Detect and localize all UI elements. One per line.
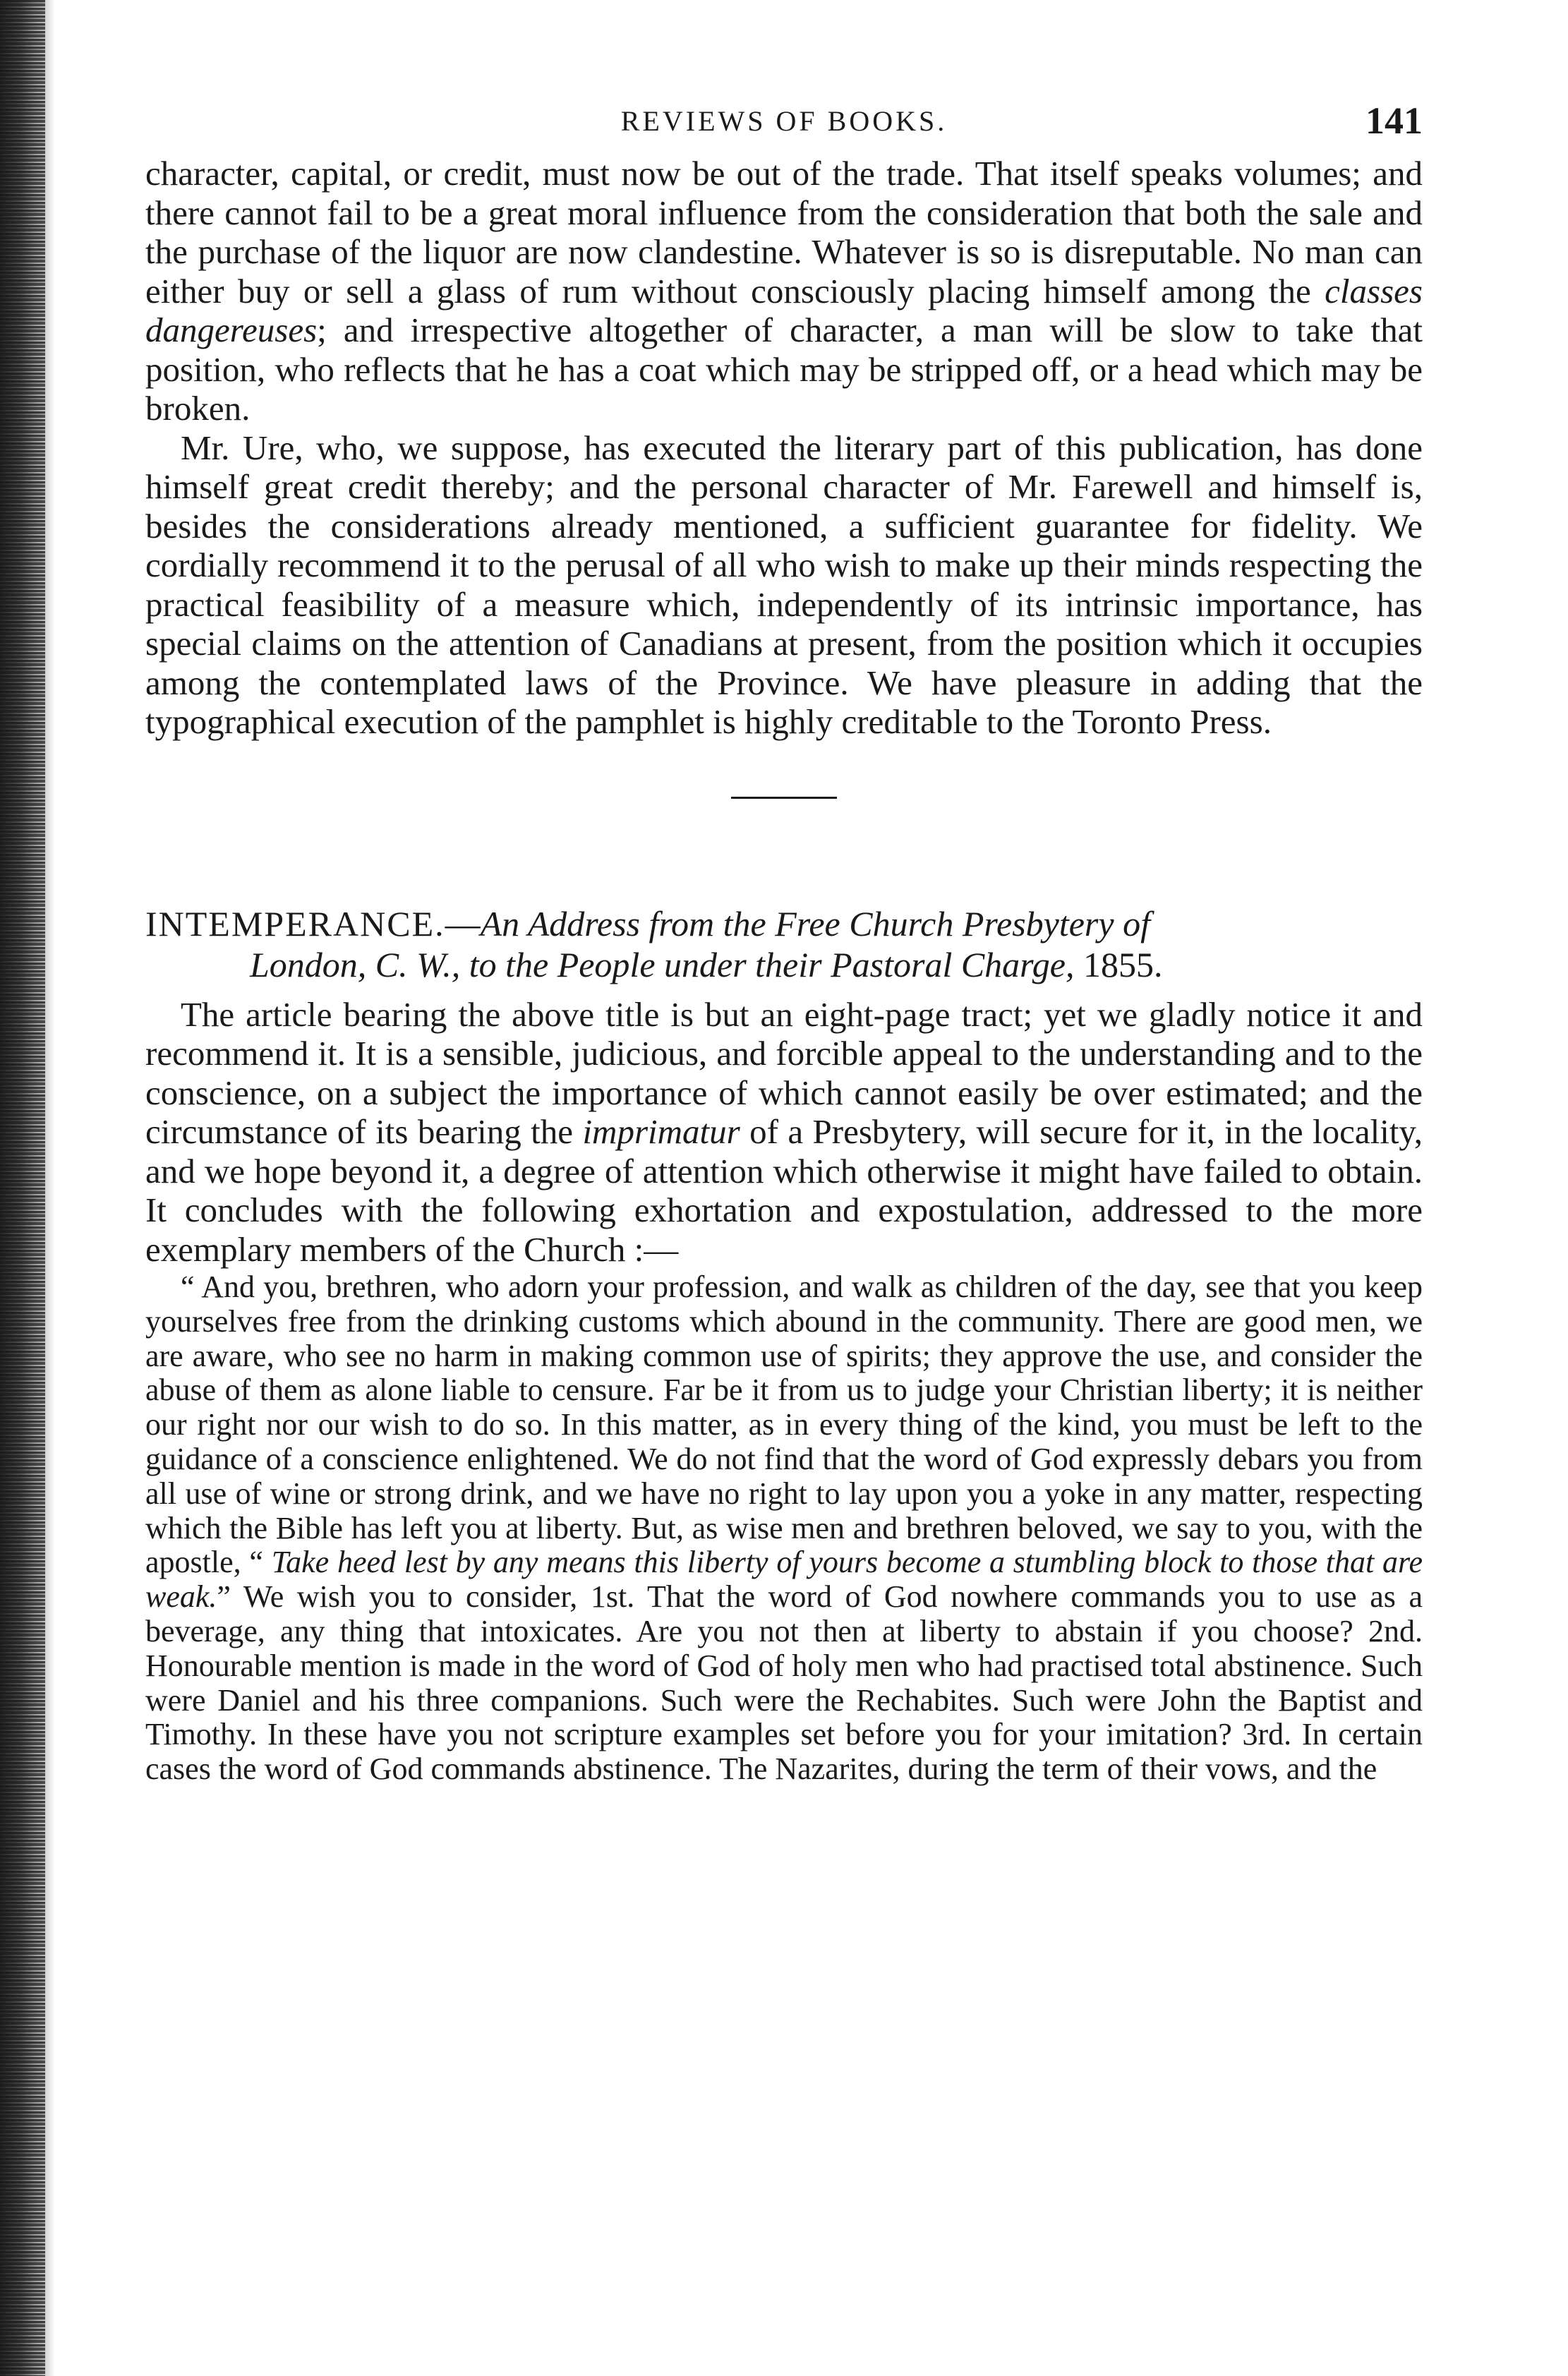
text-run: ; and irrespective altogether of character, a man will be slow to take that position, who reflects that he has a coat which may be stripped off, or a head which may be broken. bbox=[145, 310, 1423, 428]
heading-line-2 bbox=[145, 944, 1423, 985]
heading-title-line-1: An Address from the Free Church Presbytery of bbox=[480, 903, 1150, 943]
italic-phrase: imprimatur bbox=[582, 1112, 740, 1151]
review-heading bbox=[145, 903, 1423, 985]
heading-year: 1855. bbox=[1082, 944, 1163, 984]
text-run: ” We wish you to consider, 1st. That the word of God nowhere commands you to use as a beverage, any thing that intoxicates. Are you not then at liberty to abstain if you choose? 2nd. Honourable mention is made in the word of God of holy men who had practised total abstinence. Such were Daniel and his three companions. Such were the Rechabites. Such were John the Baptist and Timothy. In these have you not scripture examples set before you for your imitation? 3rd. In certain cases the word of God commands abstinence. The Nazarites, during the term of their vows, and the bbox=[145, 1579, 1423, 1787]
book-binding-edge bbox=[0, 0, 45, 2376]
heading-dash: — bbox=[445, 903, 481, 943]
quoted-exhortation bbox=[145, 1270, 1423, 1787]
section-divider bbox=[731, 797, 837, 799]
paragraph: Mr. Ure, who, we suppose, has executed the literary part of this publication, has done himself great credit thereby; and the personal character of Mr. Farewell and himself is, besides the considerations already mentioned, a sufficient guarantee for fidelity. We cordially recommend it to the perusal of all who wish to make up their minds respecting the practical feasibility of a measure which, independently of its intrinsic importance, has special claims on the attention of Canadians at present, from the position which it occupies among the contemplated laws of the Province. We have pleasure in adding that the typographical execution of the pamphlet is highly creditable to the Toronto Press. bbox=[145, 428, 1423, 741]
paragraph bbox=[145, 995, 1423, 1270]
running-title: REVIEWS OF BOOKS. bbox=[620, 105, 948, 137]
text-run: The article bearing the above title is but an eight-page tract; yet we gladly notice it and recommend it. It is a sensible, judicious, and forcible appeal to the understanding and to the conscience, on a subject the importance of which cannot easily be over estimated; and the circumstance of its bearing the bbox=[145, 994, 1423, 1151]
running-head bbox=[145, 99, 1423, 148]
paragraph bbox=[145, 154, 1423, 428]
text-run: “ And you, brethren, who adorn your profession, and walk as children of the day, see that you keep yourselves free from the drinking customs which abound in the community. There are good men, we are aware, who see no harm in making common use of spirits; they approve the use, and consider the abuse of them as alone liable to censure. Far be it from us to judge your Christian liberty; it is neither our right nor our wish to do so. In this matter, as in every thing of the kind, you must be left to the guidance of a conscience enlightened. We do not find that the word of God expressly debars you from all use of wine or strong drink, and we have no right to lay upon you a yoke in any matter, respecting which the Bible has left you at liberty. But, as wise men and brethren beloved, we say to you, with the apostle, “ bbox=[145, 1270, 1423, 1580]
heading-title-line-2: London, C. W., to the People under their Pastoral Charge, bbox=[250, 944, 1075, 984]
italic-phrase: classes dangereuses bbox=[145, 271, 1423, 349]
heading-caps: INTEMPERANCE. bbox=[145, 903, 445, 943]
page-number: 141 bbox=[1365, 99, 1423, 142]
italic-quotation: Take heed lest by any means this liberty of yours become a stumbling block to those that are weak. bbox=[145, 1545, 1423, 1615]
review-body bbox=[145, 995, 1423, 1787]
book-page bbox=[145, 99, 1423, 1787]
text-run: character, capital, or credit, must now be out of the trade. That itself speaks volumes; and there cannot fail to be a great moral influence from the consideration that both the sale and the purchase of the liquor are now clandestine. Whatever is so is disreputable. No man can either buy or sell a glass of rum without consciously placing himself among the bbox=[145, 154, 1423, 310]
review-continuation bbox=[145, 154, 1423, 742]
text-run: of a Presbytery, will secure for it, in the locality, and we hope beyond it, a degree of attention which otherwise it might have failed to obtain. It concludes with the following exhortation and expostulation, addressed to the more exemplary members of the Church :— bbox=[145, 1112, 1423, 1269]
